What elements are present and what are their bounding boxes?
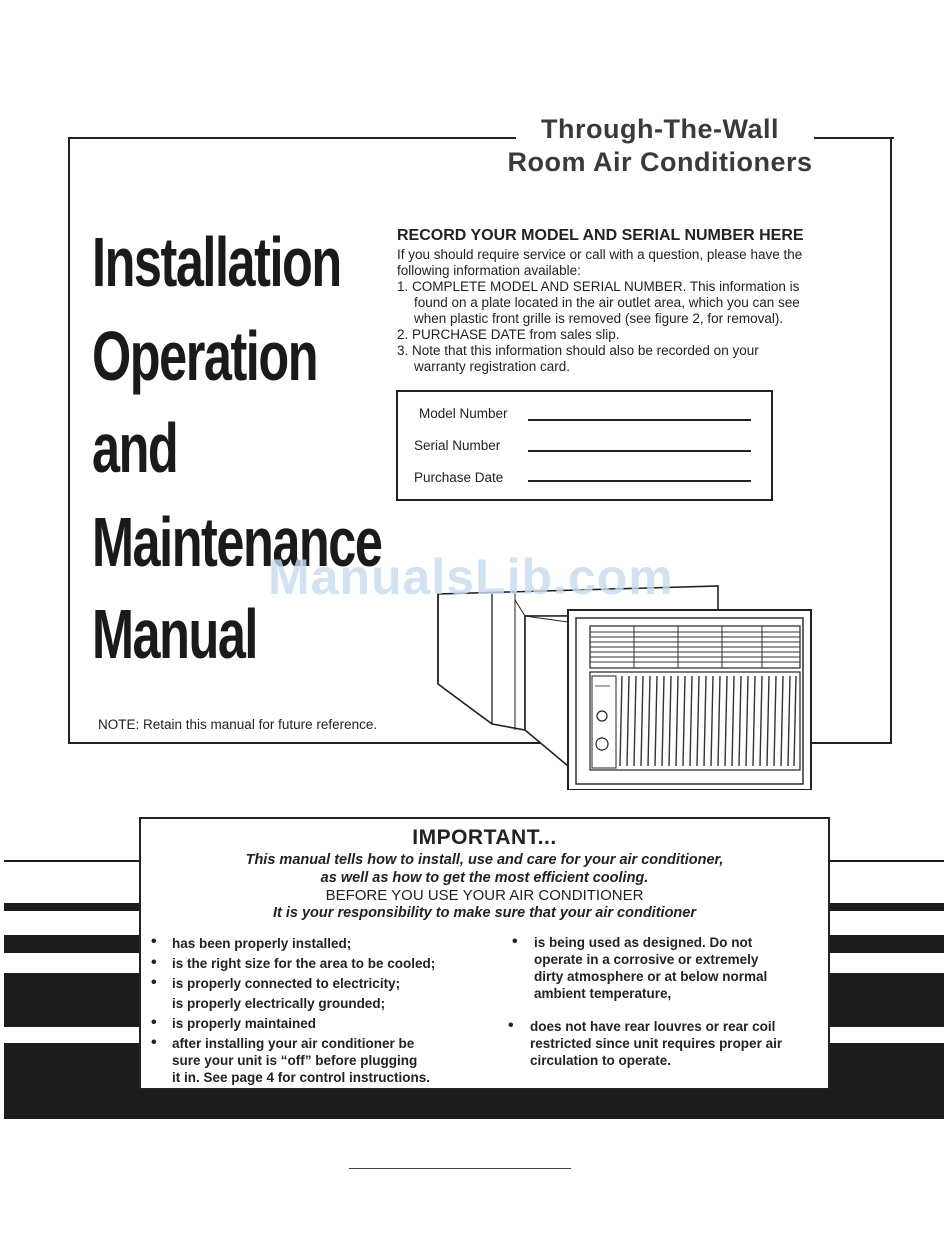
important-line: This manual tells how to install, use and care for your air conditioner, bbox=[245, 852, 724, 868]
important-line: as well as how to get the most efficient cooling. bbox=[320, 870, 649, 886]
stripe-left-thin bbox=[4, 860, 140, 862]
title-word-and: and bbox=[92, 409, 178, 487]
record-heading: RECORD YOUR MODEL AND SERIAL NUMBER HERE bbox=[397, 227, 804, 244]
stripe-right-1 bbox=[830, 903, 944, 911]
header-title-line1: Through-The-Wall bbox=[541, 114, 779, 144]
list-item: after installing your air conditioner be bbox=[172, 1036, 415, 1051]
bullet-icon: • bbox=[151, 974, 157, 991]
watermark-text: ManualsLib.com bbox=[268, 549, 674, 605]
record-line: warranty registration card. bbox=[414, 359, 571, 374]
air-conditioner-illustration bbox=[430, 580, 820, 790]
stripe-bottom bbox=[4, 1090, 944, 1119]
list-item: operate in a corrosive or extremely bbox=[534, 952, 759, 967]
retain-note: NOTE: Retain this manual for future reference. bbox=[98, 717, 378, 732]
bullet-icon: • bbox=[512, 933, 518, 950]
title-word-manual: Manual bbox=[92, 595, 257, 673]
important-title: IMPORTANT... bbox=[412, 826, 557, 849]
stripe-right-thin bbox=[830, 860, 944, 862]
bullet-icon: • bbox=[508, 1017, 514, 1034]
bullet-icon: • bbox=[151, 954, 157, 971]
list-item: is properly maintained bbox=[172, 1016, 317, 1031]
important-line: BEFORE YOU USE YOUR AIR CONDITIONER bbox=[325, 887, 644, 904]
list-item: ambient temperature, bbox=[534, 986, 672, 1001]
record-line: If you should require service or call with a question, please have the bbox=[397, 247, 803, 262]
list-item: circulation to operate. bbox=[530, 1053, 672, 1068]
list-item: is being used as designed. Do not bbox=[534, 935, 753, 950]
list-item: has been properly installed; bbox=[172, 936, 352, 951]
record-line: found on a plate located in the air outlet area, which you can see bbox=[414, 295, 800, 310]
stripe-left-1 bbox=[4, 903, 140, 911]
list-item: dirty atmosphere or at below normal bbox=[534, 969, 768, 984]
title-word-maintenance: Maintenance bbox=[92, 503, 382, 581]
model-number-field[interactable] bbox=[528, 419, 751, 421]
title-word-operation: Operation bbox=[92, 317, 318, 395]
serial-number-label: Serial Number bbox=[414, 438, 501, 453]
list-item: it in. See page 4 for control instructions. bbox=[172, 1070, 431, 1085]
purchase-date-label: Purchase Date bbox=[414, 470, 504, 485]
list-item: sure your unit is “off” before plugging bbox=[172, 1053, 418, 1068]
list-item: is the right size for the area to be cooled; bbox=[172, 956, 436, 971]
record-line: 3. Note that this information should also be recorded on your bbox=[397, 343, 759, 358]
list-item: is properly connected to electricity; bbox=[172, 976, 401, 991]
record-line: 2. PURCHASE DATE from sales slip. bbox=[397, 327, 620, 342]
title-word-installation: Installation bbox=[92, 223, 341, 301]
stripe-left-2 bbox=[4, 935, 140, 953]
bullet-icon: • bbox=[151, 1014, 157, 1031]
header-title-line2: Room Air Conditioners bbox=[507, 147, 813, 177]
stripe-left-3 bbox=[4, 973, 140, 1027]
list-item: restricted since unit requires proper air bbox=[530, 1036, 783, 1051]
bullet-icon: • bbox=[151, 1034, 157, 1051]
record-line: when plastic front grille is removed (see figure 2, for removal). bbox=[414, 311, 784, 326]
bottom-rule bbox=[349, 1168, 571, 1169]
list-item: does not have rear louvres or rear coil bbox=[530, 1019, 776, 1034]
important-line: It is your responsibility to make sure that your air conditioner bbox=[272, 905, 696, 921]
stripe-right-2 bbox=[830, 935, 944, 953]
bullet-icon: • bbox=[151, 933, 157, 950]
list-item: is properly electrically grounded; bbox=[172, 996, 386, 1011]
model-number-label: Model Number bbox=[419, 406, 508, 421]
serial-number-field[interactable] bbox=[528, 450, 751, 452]
record-line: 1. COMPLETE MODEL AND SERIAL NUMBER. This information is bbox=[397, 279, 800, 294]
stripe-right-3 bbox=[830, 973, 944, 1027]
record-line: following information available: bbox=[397, 263, 581, 278]
purchase-date-field[interactable] bbox=[528, 480, 751, 482]
